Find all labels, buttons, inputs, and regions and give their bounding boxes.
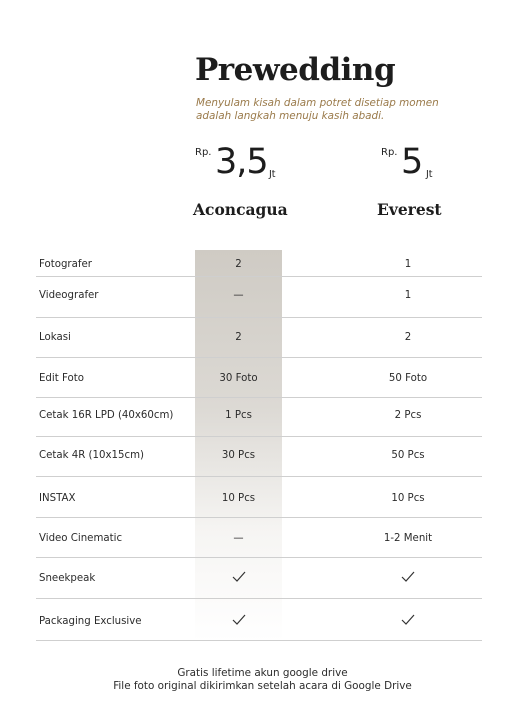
plan-currency: Rp. [195, 147, 212, 158]
row-label: Fotografer [39, 258, 92, 270]
cell-aconcagua: — [233, 532, 244, 544]
cell-aconcagua: 2 [235, 258, 242, 270]
plan-currency: Rp. [381, 147, 398, 158]
table-row [36, 257, 484, 271]
cell-everest: 1 [404, 258, 412, 270]
check-icon [232, 614, 246, 626]
plan-price: 5 [401, 142, 423, 182]
check-icon [401, 614, 415, 626]
table-row [36, 571, 484, 585]
plan-name: Aconcagua [193, 200, 288, 219]
footer-note [0, 667, 525, 693]
cell-everest: 50 Pcs [391, 449, 425, 461]
cell-aconcagua: 2 [235, 331, 242, 343]
page-title: Prewedding [195, 52, 396, 88]
subtitle-line-2: adalah langkah menuju kasih abadi. [196, 110, 385, 122]
page-subtitle [196, 97, 476, 123]
row-label: Video Cinematic [39, 532, 123, 544]
subtitle-line-1: Menyulam kisah dalam potret disetiap momen [196, 97, 439, 109]
row-divider [36, 640, 482, 641]
cell-everest [348, 614, 468, 629]
cell-everest [348, 571, 468, 586]
cell-everest: 10 Pcs [391, 492, 425, 504]
row-divider [36, 276, 482, 277]
row-divider [36, 598, 482, 599]
cell-aconcagua [195, 571, 282, 586]
table-row [36, 408, 484, 422]
plan-name: Everest [377, 200, 442, 219]
table-row [36, 531, 484, 545]
table-row [36, 491, 484, 505]
cell-aconcagua: 30 Pcs [221, 449, 256, 461]
table-row [36, 330, 484, 344]
plan-price-unit: Jt [269, 169, 276, 180]
row-divider [36, 476, 482, 477]
footer-line-1: Gratis lifetime akun google drive [177, 667, 348, 679]
row-label: Packaging Exclusive [39, 615, 142, 627]
cell-aconcagua: 1 Pcs [225, 409, 252, 421]
table-row [36, 614, 484, 628]
cell-everest: 50 Foto [388, 372, 428, 384]
row-label: Cetak 4R (10x15cm) [39, 449, 144, 461]
cell-aconcagua [195, 614, 282, 629]
row-divider [36, 357, 482, 358]
cell-everest: 2 Pcs [394, 409, 422, 421]
row-divider [36, 517, 482, 518]
cell-everest: 1 [404, 289, 412, 301]
row-label: Edit Foto [39, 372, 84, 384]
cell-aconcagua: 10 Pcs [221, 492, 256, 504]
row-label: Lokasi [39, 331, 71, 343]
table-row [36, 288, 484, 302]
cell-everest: 1-2 Menit [383, 532, 433, 544]
row-divider [36, 317, 482, 318]
plan-price: 3,5 [215, 142, 268, 182]
plan-price-unit: Jt [426, 169, 433, 180]
row-label: INSTAX [39, 492, 76, 504]
table-row [36, 448, 484, 462]
check-icon [401, 571, 415, 583]
table-row [36, 371, 484, 385]
cell-everest: 2 [404, 331, 412, 343]
row-label: Videografer [39, 289, 99, 301]
cell-aconcagua: 30 Foto [219, 372, 258, 384]
check-icon [232, 571, 246, 583]
row-divider [36, 557, 482, 558]
cell-aconcagua: — [233, 289, 244, 301]
row-divider [36, 397, 482, 398]
footer-line-2: File foto original dikirimkan setelah acara di Google Drive [113, 680, 412, 692]
row-divider [36, 436, 482, 437]
row-label: Sneekpeak [39, 572, 96, 584]
row-label: Cetak 16R LPD (40x60cm) [39, 409, 174, 421]
